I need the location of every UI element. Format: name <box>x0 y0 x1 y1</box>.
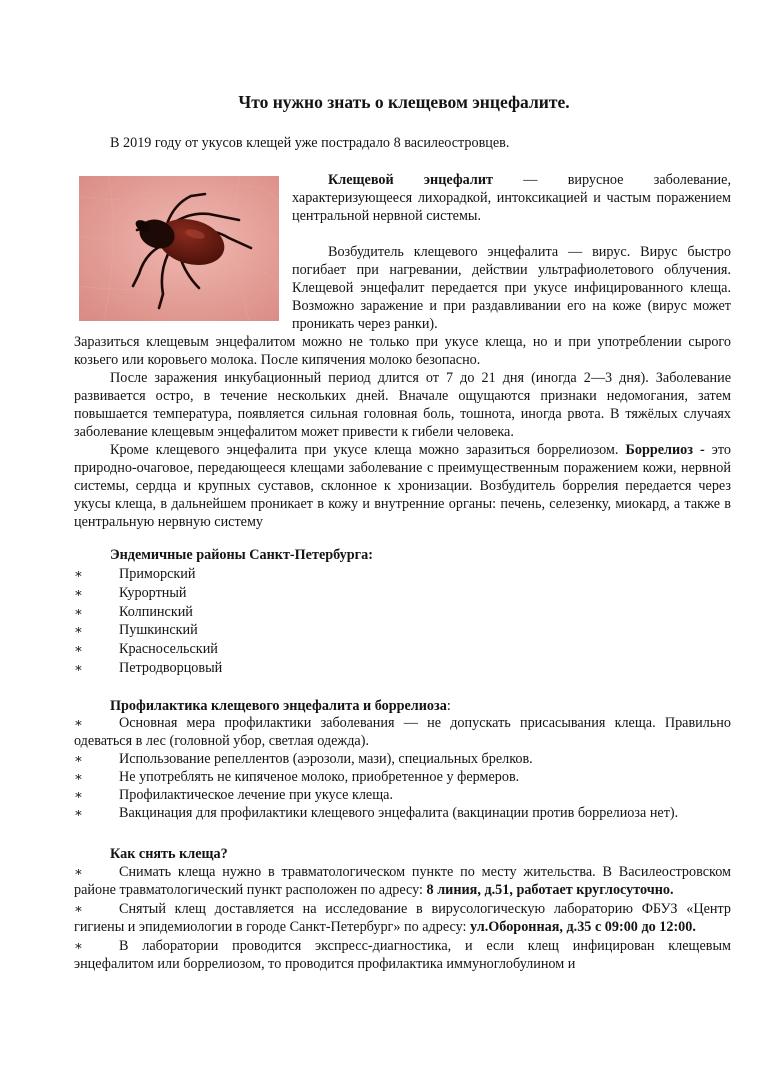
borreliosis-text: это природно-очаговое, передающееся клещами заболевание с преимущественным поражением кожи, нервной системы, сердца и крупных суставов, склонное к хронизации. Возбудитель боррелия передается через укусы клеща, в дальнейшем проникает в кожу и внутренние органы: печень, селезенку, миокард, а также в центральную нервную систему <box>74 442 731 530</box>
bullet-icon: ∗ <box>74 751 83 766</box>
pathogen-text: Возбудитель клещевого энцефалита — вирус. Вирус быстро погибает при нагревании, действии ультрафиолетового облучения. Клещевой энцефалит передается при укусе инфицированного клеща. Возможно заражение и при раздавливании его на коже (вирус может проникать через ранки). <box>292 244 731 332</box>
bullet-icon: ∗ <box>74 659 83 675</box>
list-item: ∗ Петродворцовый <box>74 659 223 676</box>
list-item: ∗ Снятый клещ доставляется на исследование в вирусологическую лабораторию ФБУЗ «Центр гигиены и эпидемиологии в городе Санкт-Петербург» по адресу: ул.Оборонная, д.35 с 09:00 до 12:00. <box>74 901 731 935</box>
incubation-text: После заражения инкубационный период длится от 7 до 21 дня (иногда 2—3 дня). Заболевание развивается остро, в течение нескольких дней. Вначале ощущаются признаки недомогания, затем повышается температура, появляется сильная головная боль, тошнота, иногда рвота. В тяжёлых случаях заболевание клещевым энцефалитом может привести к гибели человека. <box>74 370 731 440</box>
list-item: ∗ Не употреблять не кипяченое молоко, приобретенное у фермеров. <box>74 769 520 785</box>
list-item: ∗ Пушкинский <box>74 622 198 639</box>
bullet-icon: ∗ <box>74 938 83 953</box>
list-item: ∗ Приморский <box>74 566 196 582</box>
bullet-icon: ∗ <box>74 603 83 619</box>
bullet-icon: ∗ <box>74 715 83 730</box>
definition-term: Клещевой энцефалит <box>328 172 494 188</box>
removal-list <box>74 863 731 974</box>
definition-text: — вирусное заболевание, характеризующееся лихорадкой, интоксикацией и частым поражением центральной нервной системы. <box>292 172 731 224</box>
pathogen-paragraph <box>292 243 731 333</box>
borreliosis-paragraph <box>74 441 731 531</box>
bullet-icon: ∗ <box>74 901 83 916</box>
infection-paragraph <box>74 333 731 369</box>
bullet-icon: ∗ <box>74 641 83 657</box>
list-item: ∗ Колпинский <box>74 603 193 620</box>
prevention-list <box>74 714 731 822</box>
definition-paragraph <box>292 171 731 225</box>
main-text-block <box>74 369 731 531</box>
districts-heading: Эндемичные районы Санкт-Петербурга: <box>110 547 373 563</box>
list-item: ∗ Курортный <box>74 584 187 601</box>
bullet-icon: ∗ <box>74 805 83 820</box>
list-item: ∗ Красносельский <box>74 641 218 658</box>
bullet-icon: ∗ <box>74 864 83 879</box>
tick-photo-icon <box>79 176 279 321</box>
borreliosis-lead: Кроме клещевого энцефалита при укусе клеща можно заразиться боррелиозом. <box>110 442 626 458</box>
bullet-icon: ∗ <box>74 769 83 784</box>
page-title: Что нужно знать о клещевом энцефалите. <box>238 92 570 112</box>
infection-text: Заразиться клещевым энцефалитом можно не только при укусе клеща, но и при употреблении сырого козьего или коровьего молока. После кипячения молоко безопасно. <box>74 334 731 368</box>
tick-photo <box>79 176 279 321</box>
list-item: ∗ Использование репеллентов (аэрозоли, мази), специальных брелков. <box>74 751 533 767</box>
prevention-heading: Профилактика клещевого энцефалита и боррелиоза: <box>110 698 451 714</box>
list-item: ∗ Снимать клеща нужно в травматологическом пункте по месту жительства. В Василеостровском районе травматологический пункт расположен по адресу: 8 линия, д.51, работает круглосуточно. <box>74 864 731 898</box>
bullet-icon: ∗ <box>74 566 83 581</box>
bullet-icon: ∗ <box>74 787 83 802</box>
districts-list <box>74 565 731 678</box>
intro-text: В 2019 году от укусов клещей уже пострадало 8 василеостровцев. <box>110 135 510 151</box>
bullet-icon: ∗ <box>74 584 83 600</box>
list-item: ∗ Вакцинация для профилактики клещевого энцефалита (вакцинации против боррелиоза нет). <box>74 805 679 821</box>
list-item: ∗ Профилактическое лечение при укусе клеща. <box>74 787 394 803</box>
list-item: ∗ В лаборатории проводится экспресс-диагностика, и если клещ инфицирован клещевым энцефалитом или боррелиозом, то проводится профилактика иммуноглобулином и <box>74 938 731 972</box>
list-item: ∗ Основная мера профилактики заболевания — не допускать присасывания клеща. Правильно одеваться в лес (головной убор, светлая одежда). <box>74 715 731 749</box>
removal-heading: Как снять клеща? <box>110 846 228 862</box>
bullet-icon: ∗ <box>74 622 83 638</box>
borreliosis-term: Боррелиоз - <box>625 442 705 458</box>
